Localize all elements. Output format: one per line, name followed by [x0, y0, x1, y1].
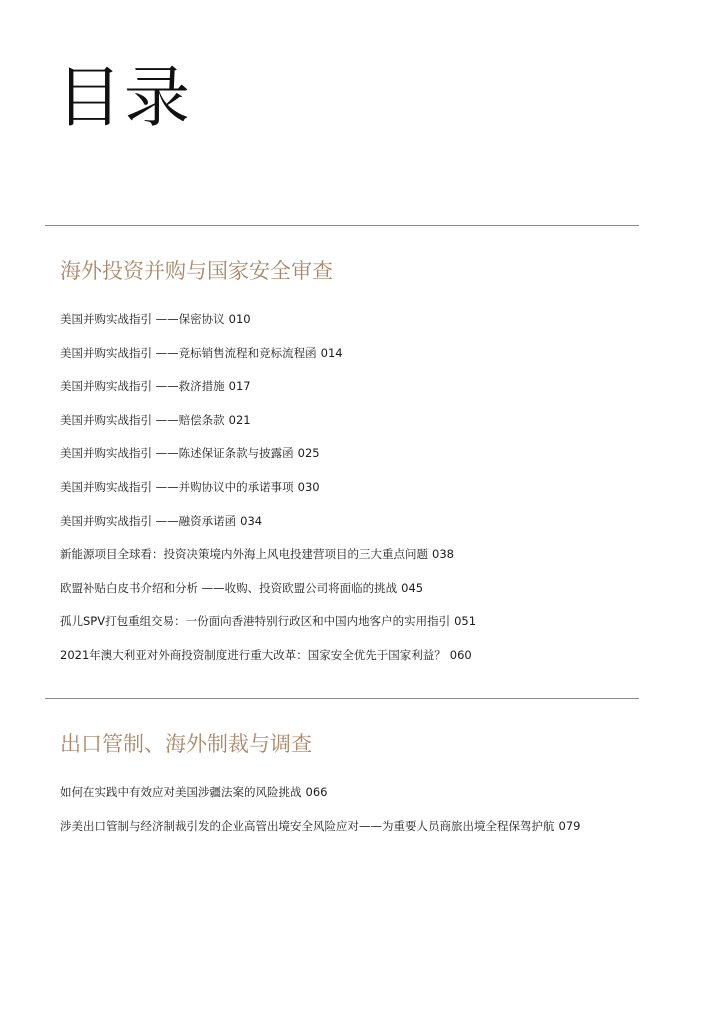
- toc-entry-page: 079: [558, 818, 581, 833]
- toc-entry-page: 010: [228, 312, 251, 326]
- toc-entry[interactable]: [60, 345, 476, 379]
- toc-entry-page: 038: [432, 547, 454, 562]
- toc-entry-title: 新能源项目全球看：投资决策境内外海上风电投建营项目的三大重点问题: [60, 547, 428, 562]
- toc-entry-title: 美国并购实战指引 ——竞标销售流程和竞标流程函: [60, 345, 317, 360]
- toc-entry-title: 孤儿SPV打包重组交易：一份面向香港特别行政区和中国内地客户的实用指引: [60, 614, 451, 629]
- toc-entry-title: 美国并购实战指引 ——救济措施: [60, 379, 225, 394]
- toc-entry-page: 021: [228, 412, 251, 427]
- toc-entry[interactable]: [60, 784, 580, 818]
- toc-entry-title: 2021年澳大利亚对外商投资制度进行重大改革：国家安全优先于国家利益？: [60, 647, 446, 662]
- section-divider: [45, 225, 639, 226]
- toc-entry[interactable]: [60, 546, 476, 580]
- toc-entry-title: 美国并购实战指引 ——保密协议: [60, 312, 225, 326]
- toc-entry[interactable]: [60, 311, 476, 345]
- toc-entry-title: 欧盟补贴白皮书介绍和分析 ——收购、投资欧盟公司将面临的挑战: [60, 580, 398, 595]
- toc-entry-title: 美国并购实战指引 ——赔偿条款: [60, 412, 225, 427]
- section-heading-overseas-investment: 海外投资并购与国家安全审查: [60, 259, 333, 283]
- toc-entry[interactable]: [60, 479, 476, 513]
- toc-entry-page: 025: [297, 446, 320, 461]
- toc-entry-page: 034: [240, 513, 263, 528]
- toc-entry-page: 030: [297, 479, 320, 494]
- toc-entry[interactable]: [60, 580, 476, 614]
- toc-entry[interactable]: [60, 378, 476, 412]
- toc-entry[interactable]: [60, 613, 476, 647]
- toc-list-overseas-investment: [60, 311, 476, 681]
- toc-entry-title: 美国并购实战指引 ——陈述保证条款与披露函: [60, 446, 294, 461]
- section-heading-export-control: 出口管制、海外制裁与调查: [60, 732, 312, 756]
- toc-entry[interactable]: [60, 445, 476, 479]
- toc-entry[interactable]: [60, 513, 476, 547]
- page-title: 目录: [56, 59, 192, 136]
- toc-entry-page: 017: [228, 379, 251, 394]
- toc-list-export-control: [60, 784, 580, 851]
- toc-entry-title: 涉美出口管制与经济制裁引发的企业高管出境安全风险应对——为重要人员商旅出境全程保驾护航: [60, 818, 555, 833]
- toc-entry-title: 美国并购实战指引 ——融资承诺函: [60, 513, 237, 528]
- toc-entry-page: 060: [449, 647, 472, 662]
- toc-entry[interactable]: [60, 412, 476, 446]
- toc-entry-page: 066: [305, 785, 328, 799]
- toc-entry-page: 045: [401, 580, 424, 595]
- toc-entry[interactable]: [60, 647, 476, 681]
- toc-entry-title: 美国并购实战指引 ——并购协议中的承诺事项: [60, 479, 294, 494]
- toc-entry[interactable]: [60, 818, 580, 852]
- toc-entry-title: 如何在实践中有效应对美国涉疆法案的风险挑战: [60, 785, 302, 799]
- toc-entry-page: 051: [454, 614, 477, 629]
- toc-entry-page: 014: [320, 345, 343, 360]
- section-divider: [45, 698, 639, 699]
